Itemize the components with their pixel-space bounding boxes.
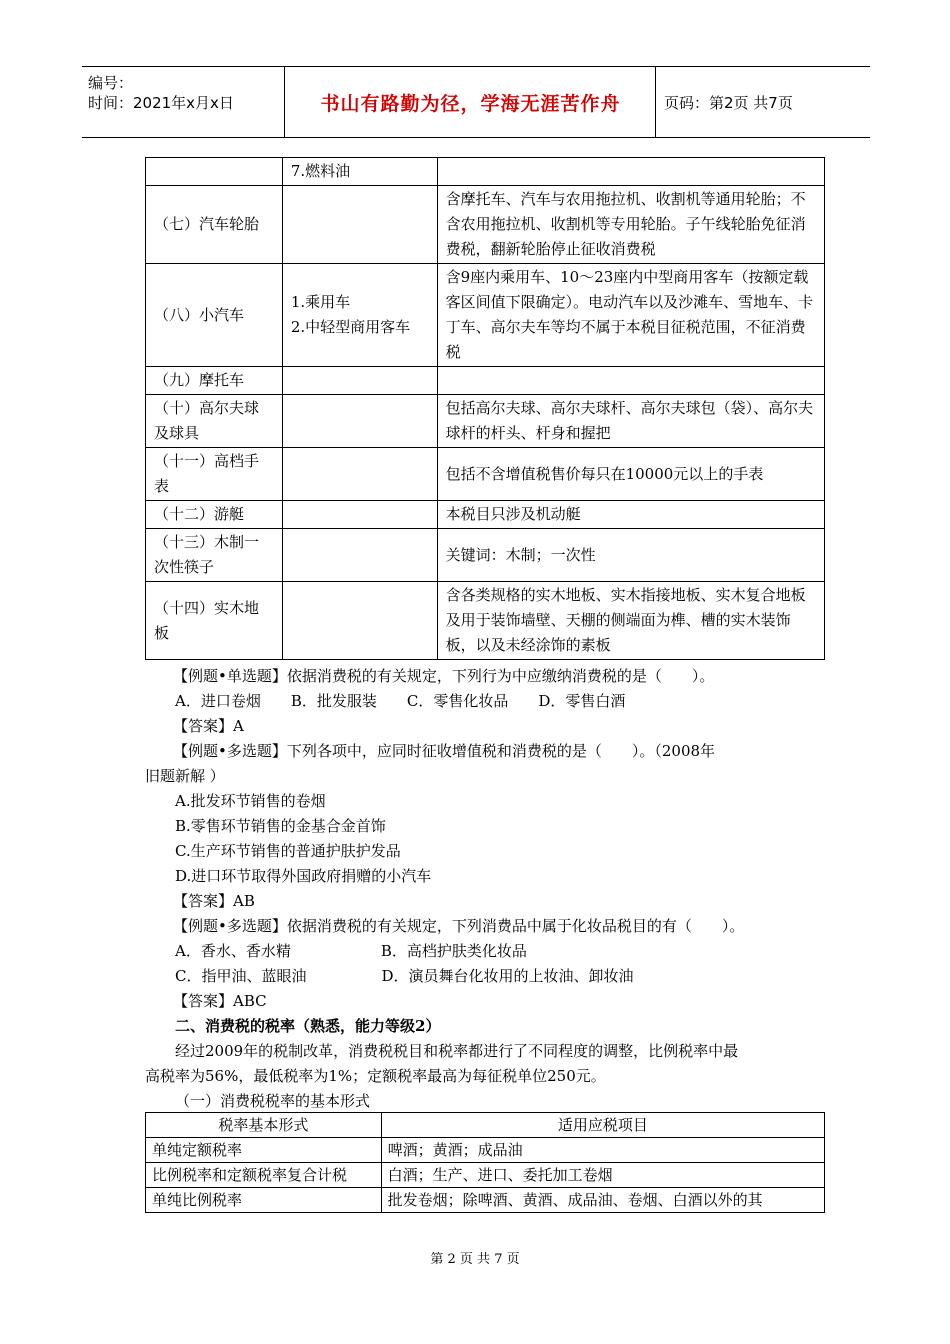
question-2: 【例题•多选题】下列各项中，应同时征收增值税和消费税的是（ ）。（2008年 [173, 742, 716, 760]
question-1-answer: 【答案】A [173, 717, 244, 735]
table-cell: 包括高尔夫球、高尔夫球杆、高尔夫球包（袋）、高尔夫球杆的杆头、杆身和握把 [437, 395, 824, 448]
table-cell: （十二）游艇 [146, 501, 283, 529]
paragraph: 经过2009年的税制改革，消费税税目和税率都进行了不同程度的调整，比例税率中最 [175, 1042, 739, 1060]
question-2-cont: 旧题新解 ） [145, 767, 225, 785]
table-cell [282, 395, 437, 448]
table-row [146, 264, 825, 367]
question-3: 【例题•多选题】依据消费税的有关规定，下列消费品中属于化妆品税目的有（ ）。 [173, 917, 745, 935]
header-number: 编号： [88, 74, 134, 92]
table-cell: 含9座内乘用车、10～23座内中型商用客车（按额定载客区间值下限确定）。电动汽车以及沙滩车、雪地车、卡丁车、高尔夫车等均不属于本税目征税范围，不征消费税 [437, 264, 824, 367]
table-cell: 包括不含增值税售价每只在10000元以上的手表 [437, 448, 824, 501]
header-meta [88, 73, 234, 113]
table-cell: （十一）高档手表 [146, 448, 283, 501]
question-1-options: A．进口卷烟 B．批发服装 C．零售化妆品 D．零售白酒 [175, 692, 626, 710]
table-row [146, 582, 825, 660]
table-cell: 7.燃料油 [282, 158, 437, 186]
table-header-cell: 税率基本形式 [146, 1113, 382, 1138]
table-cell [146, 158, 283, 186]
page-footer: 第 2 页 共 7 页 [430, 1252, 520, 1267]
table-cell [437, 158, 824, 186]
table-header-row [146, 1113, 825, 1138]
paragraph-cont: 高税率为56%，最低税率为1%；定额税率最高为每征税单位250元。 [145, 1067, 606, 1085]
header-motto: 书山有路勤为径，学海无涯苦作舟 [320, 93, 621, 115]
table-cell [282, 582, 437, 660]
table-row [146, 158, 825, 186]
question-3-options-cd: C．指甲油、蓝眼油 D．演员舞台化妆用的上妆油、卸妆油 [175, 967, 634, 985]
section-heading: 二、消费税的税率（熟悉，能力等级2） [175, 1017, 441, 1035]
table-row [146, 1163, 825, 1188]
question-2-option-a: A.批发环节销售的卷烟 [175, 792, 326, 810]
table-cell: 批发卷烟；除啤酒、黄酒、成品油、卷烟、白酒以外的其 [381, 1188, 824, 1213]
table-cell [437, 367, 824, 395]
question-2-option-d: D.进口环节取得外国政府捐赠的小汽车 [175, 867, 432, 885]
table-cell: 啤酒；黄酒；成品油 [381, 1138, 824, 1163]
table-cell: 关键词：木制；一次性 [437, 529, 824, 582]
table-cell: 含摩托车、汽车与农用拖拉机、收割机等通用轮胎；不含农用拖拉机、收割机等专用轮胎。子午线轮胎免征消费税，翻新轮胎停止征收消费税 [437, 186, 824, 264]
header-time: 时间：2021年x月x日 [88, 94, 234, 112]
question-3-answer: 【答案】ABC [173, 992, 267, 1010]
body-text [145, 664, 825, 1114]
table-cell: 本税目只涉及机动艇 [437, 501, 824, 529]
tax-rate-table [145, 1112, 825, 1213]
table-row [146, 529, 825, 582]
table-cell: （八）小汽车 [146, 264, 283, 367]
table-row [146, 448, 825, 501]
header-divider [284, 67, 285, 137]
table-cell: （十三）木制一次性筷子 [146, 529, 283, 582]
table-cell: 单纯定额税率 [146, 1138, 382, 1163]
table-cell [282, 501, 437, 529]
table-row [146, 367, 825, 395]
table-cell: 单纯比例税率 [146, 1188, 382, 1213]
table-cell: 含各类规格的实木地板、实木指接地板、实木复合地板及用于装饰墙壁、天棚的侧端面为榫、槽的实木装饰板，以及未经涂饰的素板 [437, 582, 824, 660]
table-cell: 1.乘用车 2.中轻型商用客车 [282, 264, 437, 367]
table-row [146, 186, 825, 264]
question-3-options-ab: A．香水、香水精 B．高档护肤类化妆品 [175, 942, 527, 960]
tax-items-table [145, 157, 825, 660]
table-row [146, 1188, 825, 1213]
table-cell [282, 448, 437, 501]
table-cell [282, 186, 437, 264]
subsection-heading: （一）消费税税率的基本形式 [175, 1092, 371, 1110]
question-2-option-c: C.生产环节销售的普通护肤护发品 [175, 842, 401, 860]
table-cell: 白酒；生产、进口、委托加工卷烟 [381, 1163, 824, 1188]
page-header [82, 66, 870, 138]
header-page-number: 页码：第2页 共7页 [664, 94, 793, 112]
table-cell: （九）摩托车 [146, 367, 283, 395]
table-cell [282, 529, 437, 582]
table-header-cell: 适用应税项目 [381, 1113, 824, 1138]
table-cell: （七）汽车轮胎 [146, 186, 283, 264]
table-cell: 比例税率和定额税率复合计税 [146, 1163, 382, 1188]
table-row [146, 395, 825, 448]
question-1: 【例题•单选题】依据消费税的有关规定，下列行为中应缴纳消费税的是（ ）。 [173, 667, 715, 685]
header-divider [655, 67, 656, 137]
table-cell [282, 367, 437, 395]
table-row [146, 501, 825, 529]
table-cell: （十四）实木地板 [146, 582, 283, 660]
table-cell: （十）高尔夫球及球具 [146, 395, 283, 448]
question-2-answer: 【答案】AB [173, 892, 255, 910]
table-row [146, 1138, 825, 1163]
question-2-option-b: B.零售环节销售的金基合金首饰 [175, 817, 386, 835]
